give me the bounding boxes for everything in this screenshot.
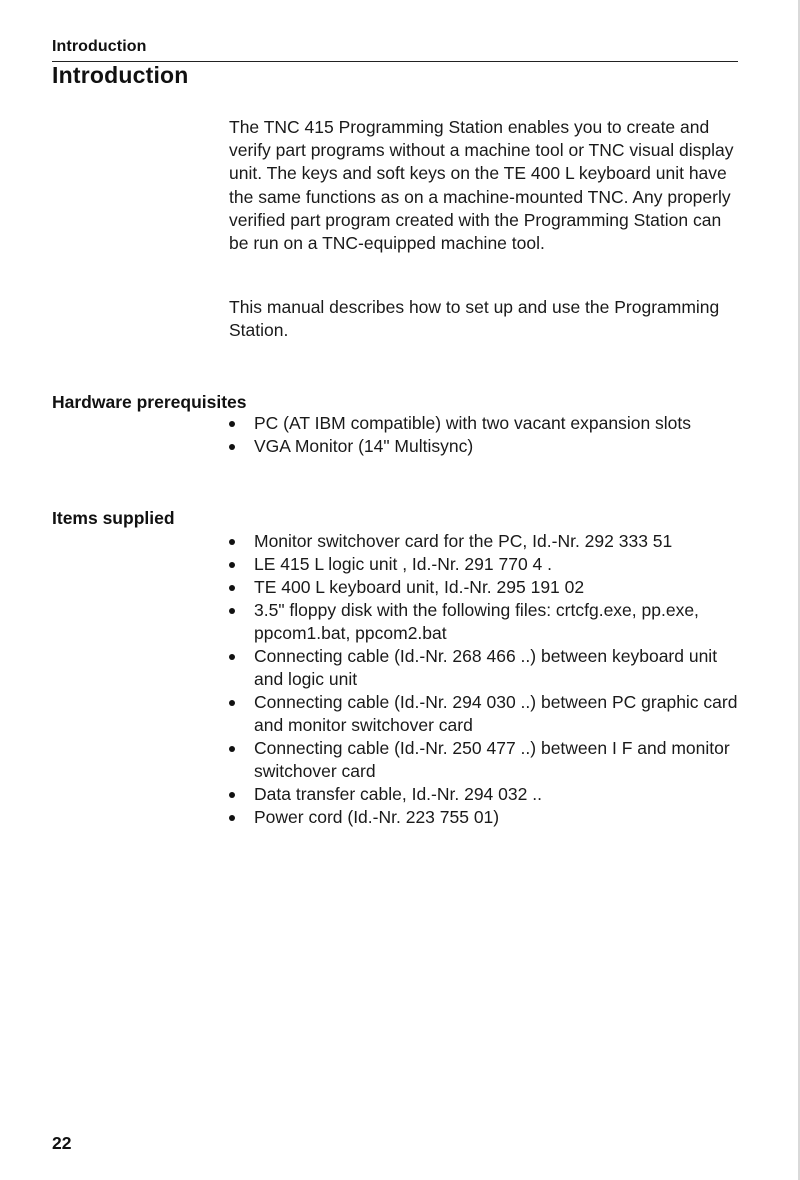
list-item-text: Connecting cable (Id.-Nr. 294 030 ..) between PC graphic card and monitor switchover card bbox=[254, 692, 738, 735]
bullet-icon bbox=[229, 746, 235, 752]
items-supplied-list bbox=[229, 530, 739, 829]
hardware-prerequisites-list bbox=[229, 412, 739, 458]
bullet-icon bbox=[229, 700, 235, 706]
bullet-icon bbox=[229, 539, 235, 545]
list-item bbox=[229, 806, 739, 829]
list-item bbox=[229, 435, 739, 458]
list-item bbox=[229, 599, 739, 645]
list-item-text: Connecting cable (Id.-Nr. 268 466 ..) between keyboard unit and logic unit bbox=[254, 646, 718, 689]
list-item-text: Connecting cable (Id.-Nr. 250 477 ..) between I F and monitor switchover card bbox=[254, 738, 730, 781]
bullet-icon bbox=[229, 815, 235, 821]
items-supplied-heading: Items supplied bbox=[52, 508, 175, 528]
list-item bbox=[229, 530, 739, 553]
bullet-icon bbox=[229, 654, 235, 660]
list-item bbox=[229, 783, 739, 806]
intro-paragraph-2: This manual describes how to set up and use the Programming Station. bbox=[229, 297, 720, 341]
bullet-icon bbox=[229, 562, 235, 568]
list-item bbox=[229, 553, 739, 576]
bullet-icon bbox=[229, 608, 235, 614]
list-item-text: LE 415 L logic unit , Id.-Nr. 291 770 4 . bbox=[254, 554, 553, 574]
list-item-text: 3.5" floppy disk with the following files: crtcfg.exe, pp.exe, ppcom1.bat, ppcom2.bat bbox=[254, 600, 699, 643]
list-item-text: VGA Monitor (14" Multisync) bbox=[254, 436, 474, 456]
list-item-text: Monitor switchover card for the PC, Id.-Nr. 292 333 51 bbox=[254, 531, 673, 551]
bullet-icon bbox=[229, 421, 235, 427]
page-number: 22 bbox=[52, 1133, 72, 1153]
list-item-text: TE 400 L keyboard unit, Id.-Nr. 295 191 02 bbox=[254, 577, 585, 597]
intro-paragraph-1: The TNC 415 Programming Station enables you to create and verify part programs without a machine tool or TNC visual display unit. The keys and soft keys on the TE 400 L keyboard unit have the same functions as on a machine-mounted TNC. Any properly verified part program created with the Programming Station can be run on a TNC-equipped machine tool. bbox=[229, 117, 734, 254]
list-item bbox=[229, 412, 739, 435]
list-item bbox=[229, 576, 739, 599]
list-item bbox=[229, 645, 739, 691]
section-title: Introduction bbox=[52, 62, 189, 88]
bullet-icon bbox=[229, 792, 235, 798]
list-item-text: Data transfer cable, Id.-Nr. 294 032 .. bbox=[254, 784, 542, 804]
list-item bbox=[229, 691, 739, 737]
list-item-text: PC (AT IBM compatible) with two vacant expansion slots bbox=[254, 413, 692, 433]
bullet-icon bbox=[229, 444, 235, 450]
list-item-text: Power cord (Id.-Nr. 223 755 01) bbox=[254, 807, 500, 827]
list-item bbox=[229, 737, 739, 783]
running-header: Introduction bbox=[52, 38, 147, 55]
hardware-prerequisites-heading: Hardware prerequisites bbox=[52, 392, 247, 412]
bullet-icon bbox=[229, 585, 235, 591]
